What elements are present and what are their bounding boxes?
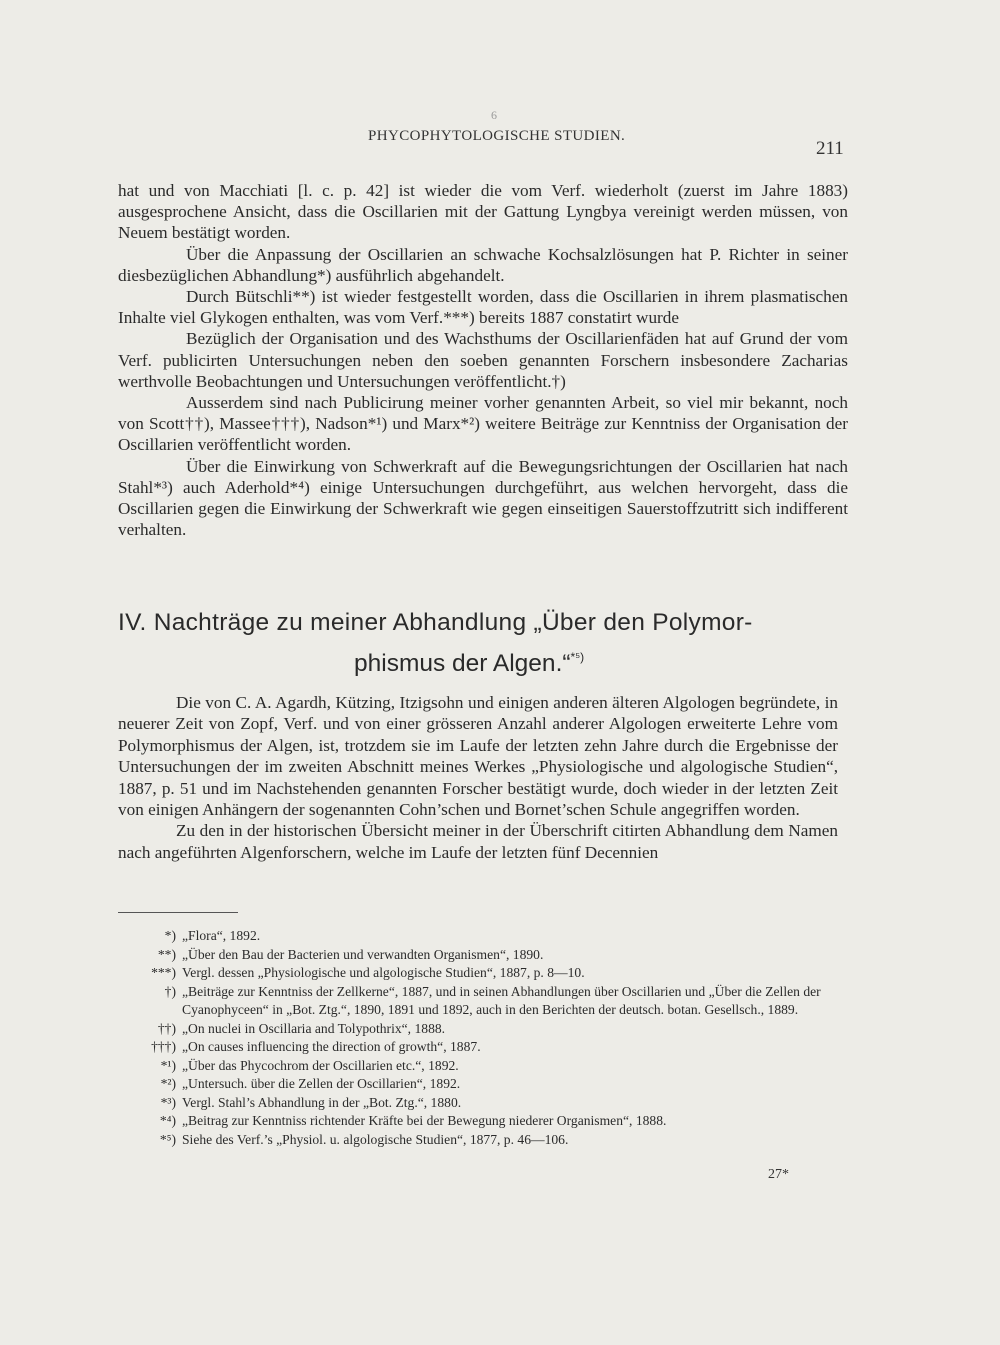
footnote-mark: *) (164, 928, 176, 943)
footnote-mark: †††) (151, 1039, 176, 1054)
section-heading-line2 (118, 640, 848, 681)
footnote-text: „Über das Phycochrom der Oscillarien etc.“, 1892. (182, 1057, 459, 1073)
footnote-mark: **) (157, 946, 176, 962)
footnote (118, 1057, 848, 1076)
signature-mark: 27* (768, 1167, 789, 1182)
footnote-mark: ***) (151, 965, 176, 980)
section-body (118, 692, 838, 863)
footnote-text: Siehe des Verf.’s „Physiol. u. algologische Studien“, 1877, p. 46—106. (182, 1131, 569, 1147)
footnote-text: „Untersuch. über die Zellen der Oscillarien“, 1892. (182, 1076, 461, 1091)
footnote (118, 1038, 848, 1057)
footnote-text: „Flora“, 1892. (182, 928, 261, 943)
page-mark: 6 (491, 108, 497, 122)
paragraph: hat und von Macchiati [l. c. p. 42] ist wieder die vom Verf. wiederholt (zuerst im Jahre 1883) ausgesprochene Ansicht, dass die Oscillarien mit der Gattung Lyngbya vereinigt werden müssen, von Neuem bestätigt worden. (118, 181, 848, 243)
footnote-mark: *²) (160, 1076, 176, 1091)
footnote-text: Vergl. dessen „Physiologische und algologische Studien“, 1887, p. 8—10. (182, 965, 585, 980)
footnote-text: „Beiträge zur Kenntniss der Zellkerne“, 1887, und in seinen Abhandlungen über Oscillarien und „Über die Zellen der Cyanophyceen“ in „Bot. Ztg.“, 1890, 1891 und 1892, auch in den Berichten der deutsch. botan. Gesellsch., 1889. (182, 983, 821, 1017)
footnote-text: Vergl. Stahl’s Abhandlung in der „Bot. Ztg.“, 1880. (182, 1094, 462, 1110)
footnote (118, 1020, 848, 1039)
footnote (118, 964, 848, 983)
body-text (118, 180, 848, 540)
footnote-mark: *⁵) (159, 1131, 176, 1147)
footnote-mark: *³) (160, 1094, 176, 1110)
footnote-text: „Beitrag zur Kenntniss richtender Kräfte bei der Bewegung niederer Organismen“, 1888. (182, 1113, 667, 1128)
section-heading-line1: IV. Nachträge zu meiner Abhandlung „Über den Polymor- (118, 609, 753, 636)
footnote-mark: *⁴) (159, 1113, 176, 1128)
footnote-text: „On nuclei in Oscillaria and Tolypothrix“, 1888. (182, 1020, 446, 1036)
paragraph: Über die Anpassung der Oscillarien an schwache Kochsalzlösungen hat P. Richter in seiner diesbezüglichen Abhandlung*) ausführlich abgehandelt. (118, 244, 848, 285)
section-heading-text: phismus der Algen.“ (354, 650, 571, 677)
footnote (118, 946, 848, 965)
paragraph: Die von C. A. Agardh, Kützing, Itzigsohn und einigen anderen älteren Algologen begründete, in neuerer Zeit von Zopf, Verf. und von einer grösseren Anzahl anderer Algologen erweiterte Lehre vom Polymorphismus der Algen, ist, trotzdem sie im Laufe der letzten zehn Jahre durch die Ergebnisse der Untersuchungen der im zweiten Abschnitt meines Werkes „Physiologische und algologische Studien“, 1887, p. 51 und im Nachstehenden genannten Forscher bestätigt wurde, doch wieder in der letzten Zeit von einigen Anhängern der sogenannten Cohn’schen und Bornet’schen Schule angegriffen worden. (118, 693, 838, 820)
footnote (118, 1112, 848, 1131)
footnote (118, 983, 848, 1020)
footnote (118, 1075, 848, 1094)
footnote (118, 1131, 848, 1150)
footnote-mark: †) (164, 983, 176, 999)
footnote (118, 927, 848, 946)
running-head: PHYCOPHYTOLOGISCHE STUDIEN. (368, 128, 626, 144)
section-heading (118, 606, 848, 681)
footnote-rule (118, 912, 238, 913)
paragraph: Über die Einwirkung von Schwerkraft auf die Bewegungsrichtungen der Oscillarien hat nach Stahl*³) auch Aderhold*⁴) einige Untersuchungen durchgeführt, aus welchen hervorgeht, dass die Oscillarien gegen die Einwirkung der Schwerkraft wie gegen einseitigen Sauerstoffzutritt sich indifferent verhalten. (118, 456, 848, 540)
paragraph: Ausserdem sind nach Publicirung meiner vorher genannten Arbeit, so viel mir bekannt, noch von Scott††), Massee†††), Nadson*¹) und Marx*²) weitere Beiträge zur Kenntniss der Organisation der Oscillarien veröffentlicht worden. (118, 393, 848, 455)
paragraph: Zu den in der historischen Übersicht meiner in der Überschrift citirten Abhandlung dem Namen nach angeführten Algenforschern, welche im Laufe der letzten fünf Decennien (118, 821, 838, 862)
footnote (118, 1094, 848, 1113)
footnote-text: „Über den Bau der Bacterien und verwandten Organismen“, 1890. (182, 946, 544, 962)
section-heading-note: *⁵) (570, 650, 585, 664)
footnote-text: „On causes influencing the direction of growth“, 1887. (182, 1039, 481, 1054)
page-number: 211 (816, 138, 844, 159)
footnotes (118, 927, 848, 1149)
paragraph: Durch Bütschli**) ist wieder festgestellt worden, dass die Oscillarien in ihrem plasmatischen Inhalte viel Glykogen enthalten, was vom Verf.***) bereits 1887 constatirt wurde (118, 287, 848, 328)
footnote-mark: ††) (157, 1020, 176, 1036)
footnote-mark: *¹) (160, 1057, 176, 1073)
paragraph: Bezüglich der Organisation und des Wachsthums der Oscillarienfäden hat auf Grund der vom Verf. publicirten Untersuchungen neben den soeben genannten Forschern insbesondere Zacharias werthvolle Beobachtungen und Untersuchungen veröffentlicht.†) (118, 329, 848, 391)
